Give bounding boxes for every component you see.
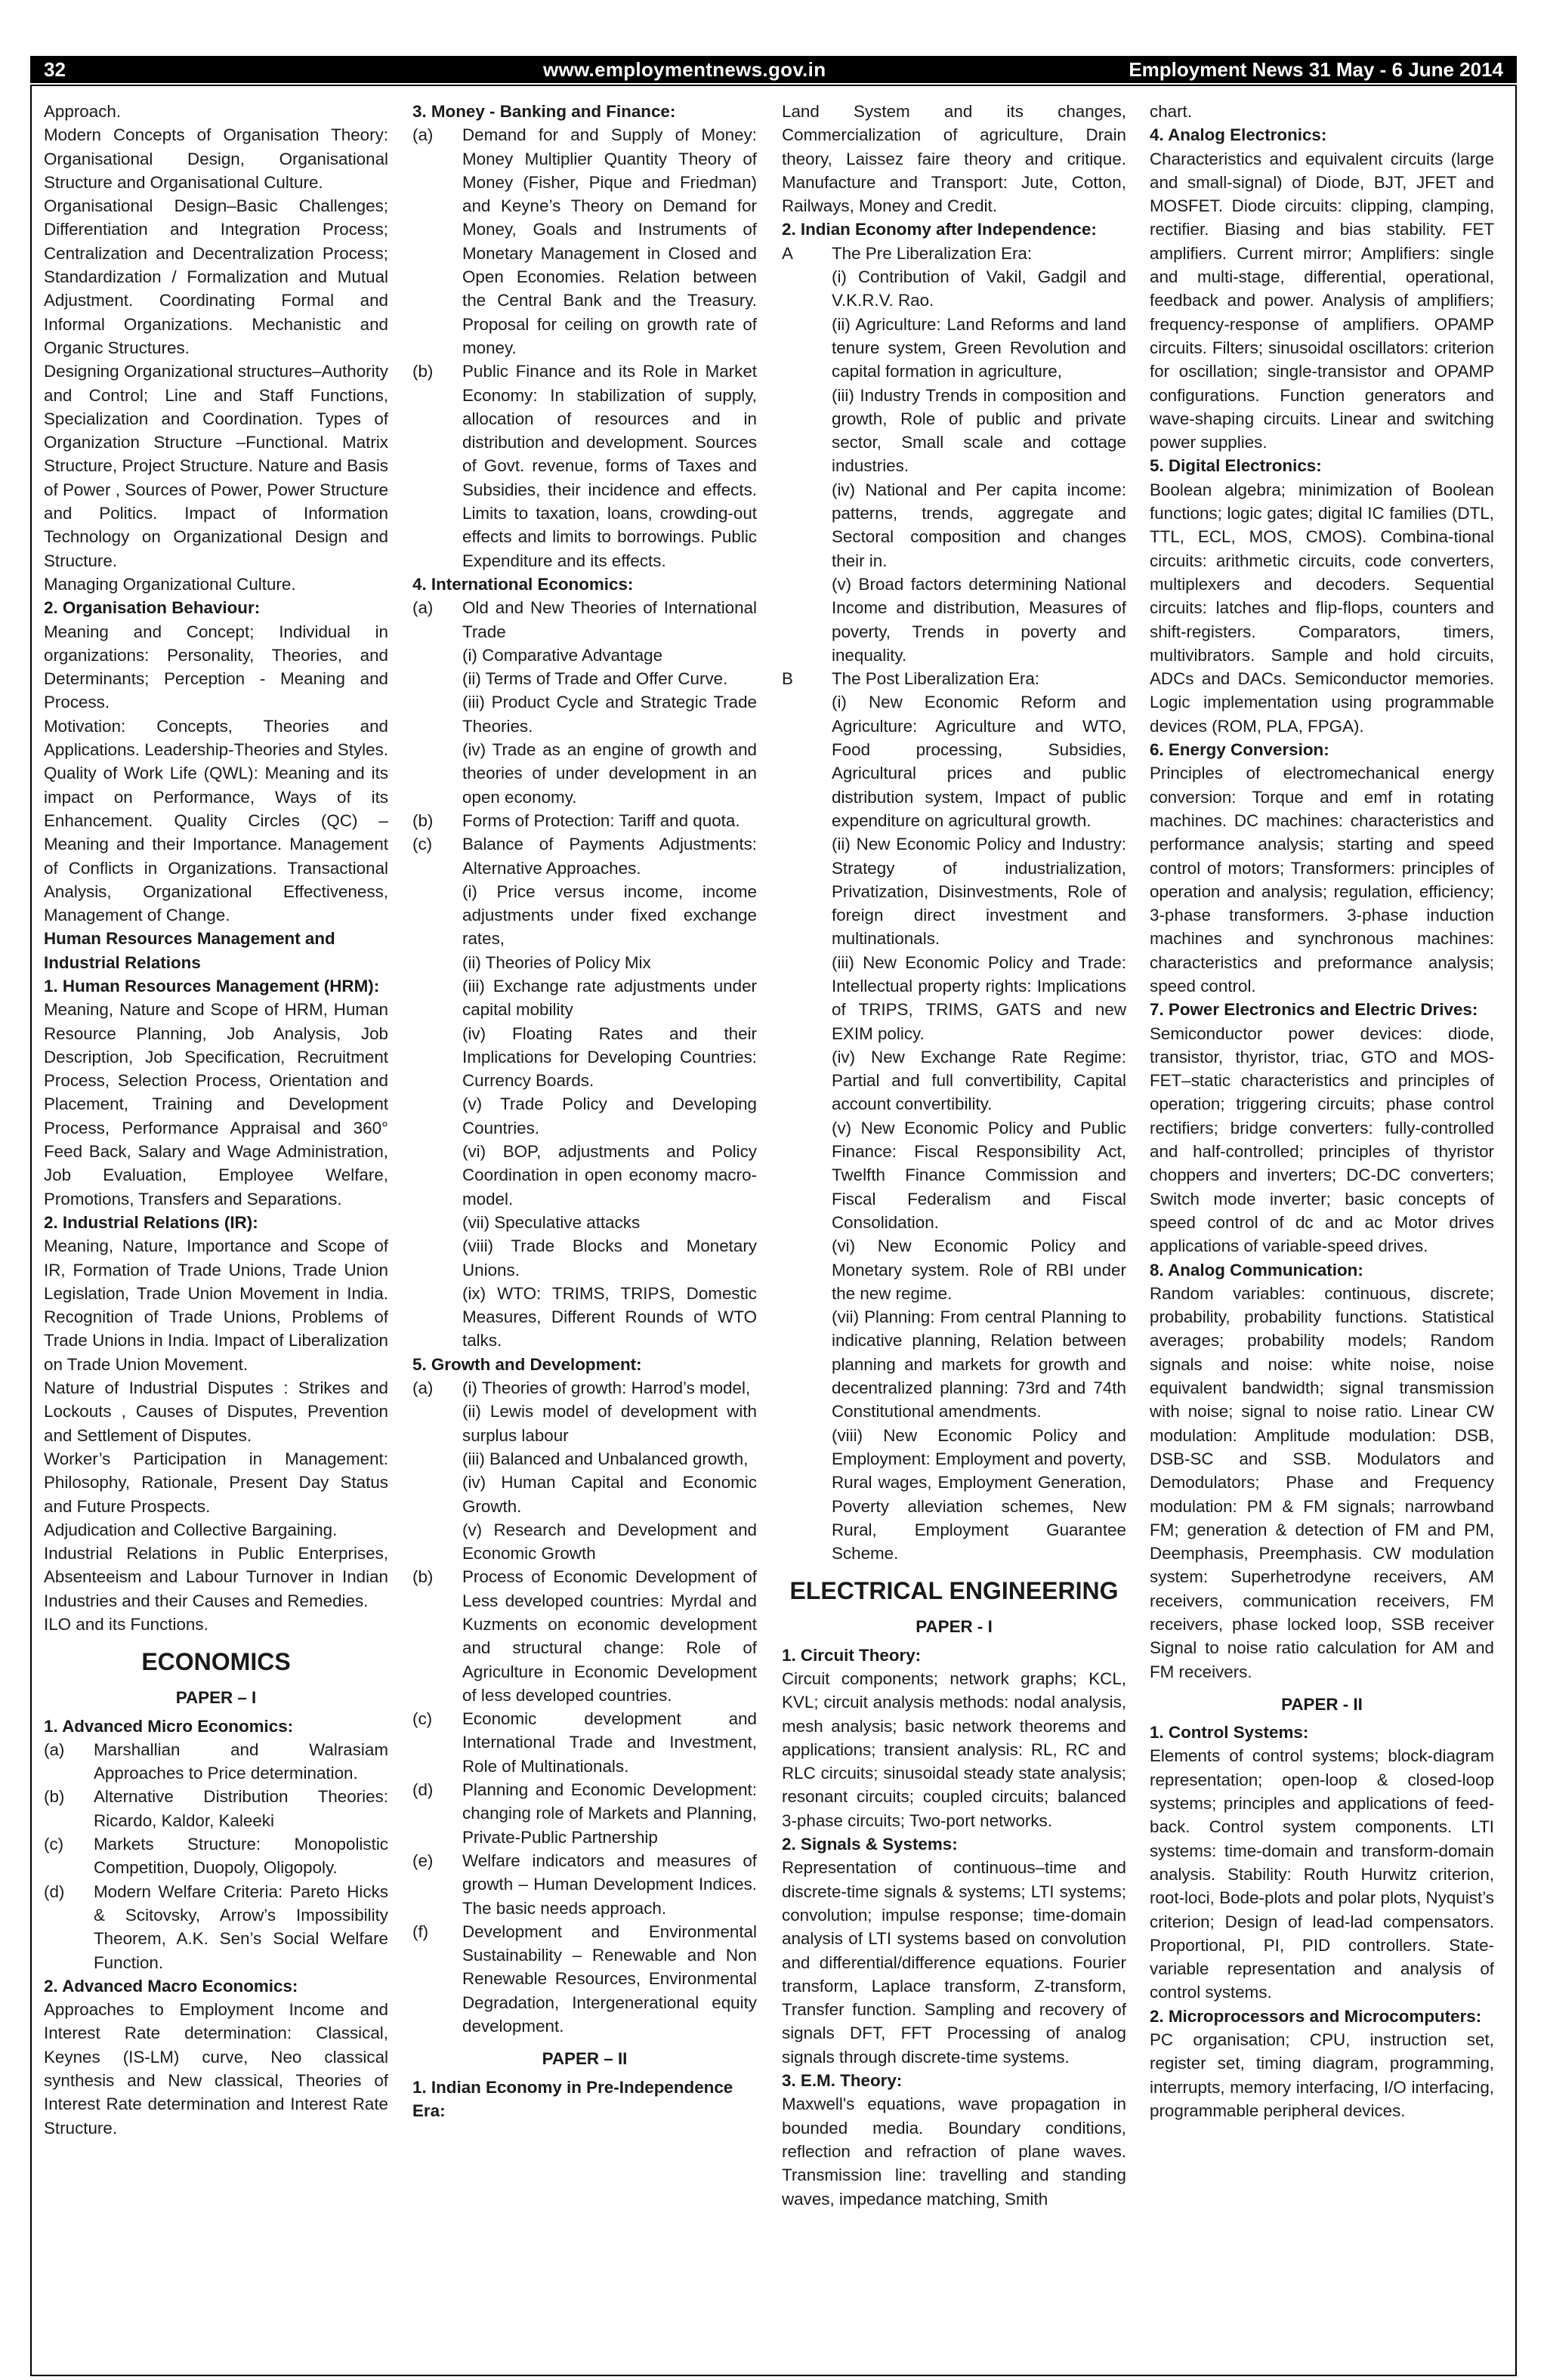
list-item [412, 1707, 757, 1778]
list-marker: (b) [412, 362, 434, 381]
list-item-text: Forms of Protection: Tariff and quota. [462, 810, 740, 830]
page-header [30, 56, 1517, 83]
section-heading: 1. Advanced Micro Economics: [44, 1716, 294, 1736]
list-item [44, 1880, 388, 1974]
list-marker: (a) [412, 1378, 434, 1398]
list-marker: (b) [44, 1787, 65, 1807]
subject-title: ELECTRICAL ENGINEERING [789, 1577, 1119, 1605]
list-item-text: Development and Environmental Sustainability – Renewable and Non Renewable Resources, Environmental Degradation, Intergenerational equity development. [462, 1922, 757, 2036]
sub-item: (vii) Planning: From central Planning to indicative planning, Relation between planning and markets for growth and decentralized planning: 73rd and 74th Constitutional amendments. [832, 1307, 1126, 1422]
list-item [412, 1920, 757, 2038]
sub-item: (ii) Terms of Trade and Offer Curve. [462, 669, 728, 689]
list-item [412, 123, 757, 360]
section-heading: 2. Indian Economy after Independence: [782, 220, 1097, 239]
list-marker: (d) [44, 1881, 65, 1901]
list-item [412, 1376, 757, 1400]
list-item-text: The Post Liberalization Era: [832, 669, 1040, 689]
sub-item: (iv) Trade as an engine of growth and theories of under development in an open economy. [462, 740, 757, 807]
list-item [782, 242, 1126, 265]
section-heading: 5. Digital Electronics: [1150, 456, 1322, 476]
paragraph: Approach. [44, 102, 122, 121]
sub-item: (ii) Theories of Policy Mix [462, 952, 651, 972]
list-item-text: Process of Economic Development of Less developed countries: Myrdal and Kuzments on economic development and structural change: Role of Agriculture in Economic Development of less developed countries. [462, 1567, 757, 1705]
list-item [412, 1565, 757, 1707]
list-marker: (c) [412, 835, 433, 854]
section-heading: 2. Organisation Behaviour: [44, 598, 261, 618]
paragraph: Modern Concepts of Organisation Theory: Organisational Design, Organisational Structure and Organisational Culture. [44, 125, 388, 192]
section-heading: 1. Control Systems: [1150, 1723, 1309, 1743]
section-heading: 4. International Economics: [412, 574, 634, 594]
list-item [44, 1785, 388, 1832]
paper-heading: PAPER – II [542, 2049, 628, 2069]
list-item [782, 667, 1126, 690]
paragraph: Meaning and Concept; Individual in organizations: Personality, Theories, and Determinants; Perception - Meaning and Process. [44, 622, 388, 712]
list-item-text: Economic development and International Trade and Investment, Role of Multinationals. [462, 1709, 757, 1776]
list-item-text: The Pre Liberalization Era: [832, 243, 1033, 263]
sub-item: (iii) New Economic Policy and Trade: Intellectual property rights: Implications of TRIPS, TRIMS, GATS and new EXIM policy. [832, 952, 1126, 1043]
list-item-text: Welfare indicators and measures of growth – Human Development Indices. The basic needs approach. [462, 1851, 757, 1918]
list-item [412, 596, 757, 644]
sub-item: (iv) National and Per capita income: patterns, trends, aggregate and Sectoral composition and changes their in. [832, 480, 1126, 570]
sub-item: (iii) Exchange rate adjustments under capital mobility [462, 976, 757, 1020]
paragraph: Random variables: continuous, discrete; probability, probability functions. Statistical averages; probability models; Random signals and noise: white noise, noise equivalent bandwidth; signal transmission with noise; signal to noise ratio. Linear CW modulation: Amplitude modulation: DSB, DSB-SC and SSB. Modulators and Demodulators; Phase and Frequency modulation: PM & FM signals; narrowband FM; generation & detection of FM and PM, Deemphasis, Preemphasis. CW modulation system: Superhetrodyne receivers, AM receivers, communication receivers, FM receivers, phase locked loop, SSB receiver Signal to noise ratio calculation for AM and FM receivers. [1150, 1283, 1494, 1681]
section-heading: 2. Microprocessors and Microcomputers: [1150, 2006, 1482, 2026]
list-marker: (e) [412, 1851, 434, 1870]
list-item [412, 809, 757, 832]
sub-item: (iii) Balanced and Unbalanced growth, [462, 1449, 749, 1468]
paragraph: Representation of continuous–time and discrete-time signals & systems; LTI systems; convolution; impulse response; time-domain analysis of LTI systems based on convolution and differential/difference equations. Fourier transform, Laplace transform, Z-transform, Transfer function. Sampling and recovery of signals DFT, FFT Processing of analog signals through discrete-time systems. [782, 1858, 1126, 2067]
sub-item: (i) Comparative Advantage [462, 645, 663, 665]
section-heading: 7. Power Electronics and Electric Drives: [1150, 1000, 1478, 1020]
list-item [412, 360, 757, 573]
paragraph: Circuit components; network graphs; KCL, KVL; circuit analysis methods: nodal analysis, mesh analysis; basic network theorems and applications; transient analysis: RL, RC and RLC circuits; sinusoidal steady state analysis; resonant circuits; coupled circuits; balanced 3-phase circuits; Two-port networks. [782, 1669, 1126, 1830]
paragraph: Designing Organizational structures–Authority and Control; Line and Staff Functions, Specialization and Coordination. Types of Organization Structure –Functional. Matrix Structure, Project Structure. Nature and Basis of Power , Sources of Power, Power Structure and Politics. Impact of Information Technology on Organizational Design and Structure. [44, 362, 388, 570]
section-heading: 1. Circuit Theory: [782, 1645, 922, 1665]
website-url[interactable]: www.employmentnews.gov.in [542, 57, 826, 81]
list-item-text: Planning and Economic Development: changing role of Markets and Planning, Private-Public Partnership [462, 1780, 757, 1847]
list-marker: (d) [412, 1780, 434, 1800]
paragraph: Maxwell's equations, wave propagation in bounded media. Boundary conditions, reflection and refraction of plane waves. Transmission line: travelling and standing waves, impedance matching, Smith [782, 2094, 1126, 2209]
section-heading: 6. Energy Conversion: [1150, 740, 1329, 760]
section-heading: Human Resources Management and Industrial Relations [44, 929, 335, 972]
section-heading: 1. Indian Economy in Pre-Independence Era: [412, 2077, 733, 2120]
sub-item: (i) Price versus income, income adjustments under fixed exchange rates, [462, 881, 757, 949]
sub-item: (ii) Agriculture: Land Reforms and land tenure system, Green Revolution and capital formation in agriculture, [832, 314, 1126, 381]
section-heading: 4. Analog Electronics: [1150, 125, 1327, 145]
sub-item: (v) Broad factors determining National Income and distribution, Measures of poverty, Trends in poverty and inequality. [832, 574, 1126, 665]
list-item [44, 1738, 388, 1786]
sub-item: (ii) Lewis model of development with surplus labour [462, 1402, 757, 1445]
paragraph: PC organisation; CPU, instruction set, register set, timing diagram, programming, interrupts, memory interfacing, I/O interfacing, programmable peripheral devices. [1150, 2030, 1494, 2120]
column-1 [44, 100, 388, 2140]
section-heading: 5. Growth and Development: [412, 1354, 642, 1374]
section-heading: 3. Money - Banking and Finance: [412, 102, 676, 121]
paragraph: Boolean algebra; minimization of Boolean functions; logic gates; digital IC families (DTL, TTL, ECL, MOS, CMOS). Combina-tional circuits: arithmetic circuits, code converters, multiplexers and decoders. Sequential circuits: latches and flip-flops, counters and shift-registers. Comparators, timers, multivibrators. Sample and hold circuits, ADCs and DACs. Semiconductor memories. Logic implementation using programmable devices (ROM, PLA, FPGA). [1150, 480, 1494, 736]
list-item-text: Marshallian and Walrasiam Approaches to Price determination. [94, 1739, 388, 1783]
section-heading: 3. E.M. Theory: [782, 2071, 903, 2091]
list-marker: (c) [44, 1835, 64, 1854]
list-marker: (b) [412, 1567, 434, 1587]
sub-item: (vii) Speculative attacks [462, 1212, 641, 1232]
list-item-text: Alternative Distribution Theories: Ricardo, Kaldor, Kaleeki [94, 1787, 388, 1830]
section-heading: 2. Industrial Relations (IR): [44, 1212, 258, 1232]
paragraph: Principles of electromechanical energy conversion: Torque and emf in rotating machines. DC machines: characteristics and performance analysis; starting and speed control of motors; Transformers: principles of operation and analysis; regulation, efficiency; 3-phase transformers. 3-phase induction machines and synchronous machines: characteristics and preformance analysis; speed control. [1150, 764, 1494, 996]
paragraph: Organisational Design–Basic Challenges; Differentiation and Integration Process; Centralization and Decentralization Process; Standardization / Formalization and Mutual Adjustment. Coordinating Formal and Informal Organizations. Mechanistic and Organic Structures. [44, 196, 388, 357]
paragraph: Elements of control systems; block-diagram representation; open-loop & closed-loop systems; principles and applications of feed-back. Control system components. LTI systems: time-domain and transform-domain analysis. Stability: Routh Hurwitz criterion, root-loci, Bode-plots and polar plots, Nyquist’s criterion; Design of lead-lad compensators. Proportional, PI, PID controllers. State-variable representation and analysis of control systems. [1150, 1746, 1494, 2002]
list-item [412, 1849, 757, 1920]
list-marker: (a) [44, 1739, 65, 1759]
paragraph: Land System and its changes, Commercialization of agriculture, Drain theory, Laissez faire theory and critique. Manufacture and Transport: Jute, Cotton, Railways, Money and Credit. [782, 102, 1126, 216]
section-heading: 8. Analog Communication: [1150, 1260, 1363, 1280]
list-item-text: Old and New Theories of International Trade [462, 598, 757, 641]
column-4 [1150, 100, 1494, 2122]
section-heading: 1. Human Resources Management (HRM): [44, 976, 380, 996]
list-marker: B [782, 669, 793, 689]
sub-item: (iii) Industry Trends in composition and growth, Role of public and private sector, Small scale and cottage industries. [832, 385, 1126, 476]
paragraph: Worker’s Participation in Management: Philosophy, Rationale, Present Day Status and Future Prospects. [44, 1449, 388, 1516]
sub-item: (ii) New Economic Policy and Industry: Strategy of industrialization, Privatization, Disinvestments, Role of foreign direct investment and multinationals. [832, 835, 1126, 949]
sub-item: (viii) Trade Blocks and Monetary Unions. [462, 1236, 757, 1280]
sub-item: (iv) Floating Rates and their Implications for Developing Countries: Currency Boards. [462, 1023, 757, 1091]
page-number: 32 [44, 57, 66, 81]
list-marker: A [782, 243, 793, 263]
list-marker: (c) [412, 1709, 433, 1729]
list-item-text: Balance of Payments Adjustments: Alternative Approaches. [462, 835, 757, 878]
paragraph: chart. [1150, 102, 1192, 121]
list-marker: (f) [412, 1922, 429, 1941]
edition-date: Employment News 31 May - 6 June 2014 [1129, 57, 1503, 81]
list-item-text: Demand for and Supply of Money: Money Multiplier Quantity Theory of Money (Fisher, Pique and Friedman) and Keyne’s Theory on Demand for Money, Goals and Instruments of Monetary Management in Closed and Open Economies. Relation between the Central Bank and the Treasury. Proposal for ceiling on growth rate of money. [462, 125, 757, 357]
list-item-text: Modern Welfare Criteria: Pareto Hicks & Scitovsky, Arrow’s Impossibility Theorem, A.K. Sen’s Social Welfare Function. [94, 1881, 388, 1972]
list-item [412, 832, 757, 880]
sub-item: (iii) Product Cycle and Strategic Trade Theories. [462, 693, 757, 736]
sub-item: (viii) New Economic Policy and Employment: Employment and poverty, Rural wages, Employment Generation, Poverty alleviation schemes, New Rural, Employment Guarantee Scheme. [832, 1425, 1126, 1564]
paragraph: ILO and its Functions. [44, 1615, 208, 1634]
sub-item: (v) Research and Development and Economic Growth [462, 1520, 757, 1564]
paragraph: Semiconductor power devices: diode, transistor, thyristor, triac, GTO and MOS-FET–static characteristics and principles of operation; triggering circuits; phase control rectifiers; bridge converters: fully-controlled and half-controlled; principles of thyristor choppers and inverters; DC-DC converters; Switch mode inverter; basic concepts of speed control of dc and ac Motor drives applications of variable-speed drives. [1150, 1023, 1494, 1256]
sub-item: (v) New Economic Policy and Public Finance: Fiscal Responsibility Act, Twelfth Finance Commission and Fiscal Federalism and Fiscal Consolidation. [832, 1118, 1126, 1232]
paragraph: Meaning, Nature and Scope of HRM, Human Resource Planning, Job Analysis, Job Description, Job Specification, Recruitment Process, Selection Process, Orientation and Placement, Training and Development Process, Performance Appraisal and 360° Feed Back, Salary and Wage Administration, Job Evaluation, Employee Welfare, Promotions, Transfers and Separations. [44, 1000, 388, 1209]
paper-heading: PAPER - II [1281, 1694, 1363, 1714]
list-marker: (a) [412, 125, 434, 145]
subject-title: ECONOMICS [141, 1648, 291, 1676]
list-marker: (a) [412, 598, 434, 618]
sub-item: (i) New Economic Reform and Agriculture: Agriculture and WTO, Food processing, Subsidies, Agricultural prices and public distribution system, Impact of public expenditure on agricultural growth. [832, 693, 1126, 830]
column-2 [412, 100, 757, 2122]
column-3 [782, 100, 1126, 2211]
paragraph: Approaches to Employment Income and Interest Rate determination: Classical, Keynes (IS-LM) curve, Neo classical synthesis and New classical, Theories of Interest Rate determination and Interest Rate Structure. [44, 2000, 388, 2138]
sub-item: (v) Trade Policy and Developing Countries. [462, 1094, 757, 1138]
list-item-text: (i) Theories of growth: Harrod’s model, [462, 1378, 751, 1398]
section-heading: 2. Advanced Macro Economics: [44, 1976, 298, 1996]
paper-heading: PAPER - I [916, 1617, 993, 1637]
paper-heading: PAPER – I [175, 1688, 257, 1708]
section-heading: 2. Signals & Systems: [782, 1835, 958, 1854]
sub-item: (vi) New Economic Policy and Monetary system. Role of RBI under the new regime. [832, 1236, 1126, 1303]
paragraph: Adjudication and Collective Bargaining. [44, 1520, 338, 1539]
paragraph: Characteristics and equivalent circuits (large and small-signal) of Diode, BJT, JFET and MOSFET. Diode circuits: clipping, clamping, rectifier. Biasing and bias stability. FET amplifiers. Current mirror; Amplifiers: single and multi-stage, differential, operational, feedback and power. Analysis of amplifiers; frequency-response of amplifiers. OPAMP circuits. Filters; sinusoidal oscillators: criterion for oscillation; single-transistor and OPAMP configurations. Function generators and wave-shaping circuits. Linear and switching power supplies. [1150, 149, 1494, 452]
paragraph: Nature of Industrial Disputes : Strikes and Lockouts , Causes of Disputes, Prevention and Settlement of Disputes. [44, 1378, 388, 1445]
list-marker: (b) [412, 810, 434, 830]
list-item-text: Markets Structure: Monopolistic Competition, Duopoly, Oligopoly. [94, 1835, 388, 1878]
list-item [412, 1778, 757, 1849]
list-item [44, 1832, 388, 1880]
list-item-text: Public Finance and its Role in Market Economy: In stabilization of supply, allocation of resources and in distribution and development. Sources of Govt. revenue, forms of Taxes and Subsidies, their incidence and effects. Limits to taxation, loans, crowding-out effects and limits to borrowings. Public Expenditure and its effects. [462, 362, 757, 570]
paragraph: Managing Organizational Culture. [44, 574, 296, 594]
paragraph: Meaning, Nature, Importance and Scope of IR, Formation of Trade Unions, Trade Union Legislation, Trade Union Movement in India. Recognition of Trade Unions, Problems of Trade Unions in India. Impact of Liberalization on Trade Union Movement. [44, 1236, 388, 1374]
sub-item: (i) Contribution of Vakil, Gadgil and V.K.R.V. Rao. [832, 267, 1126, 310]
sub-item: (iv) New Exchange Rate Regime: Partial and full convertibility, Capital account convertibility. [832, 1047, 1126, 1114]
sub-item: (iv) Human Capital and Economic Growth. [462, 1473, 757, 1516]
paragraph: Motivation: Concepts, Theories and Applications. Leadership-Theories and Styles. Quality of Work Life (QWL): Meaning and its impact on Performance, Ways of its Enhancement. Quality Circles (QC) – Meaning and their Importance. Management of Conflicts in Organizations. Transactional Analysis, Organizational Effectiveness, Management of Change. [44, 716, 388, 925]
paragraph: Industrial Relations in Public Enterprises, Absenteeism and Labour Turnover in Indian Industries and their Causes and Remedies. [44, 1544, 388, 1610]
sub-item: (vi) BOP, adjustments and Policy Coordination in open economy macro-model. [462, 1142, 757, 1209]
sub-item: (ix) WTO: TRIMS, TRIPS, Domestic Measures, Different Rounds of WTO talks. [462, 1283, 757, 1351]
